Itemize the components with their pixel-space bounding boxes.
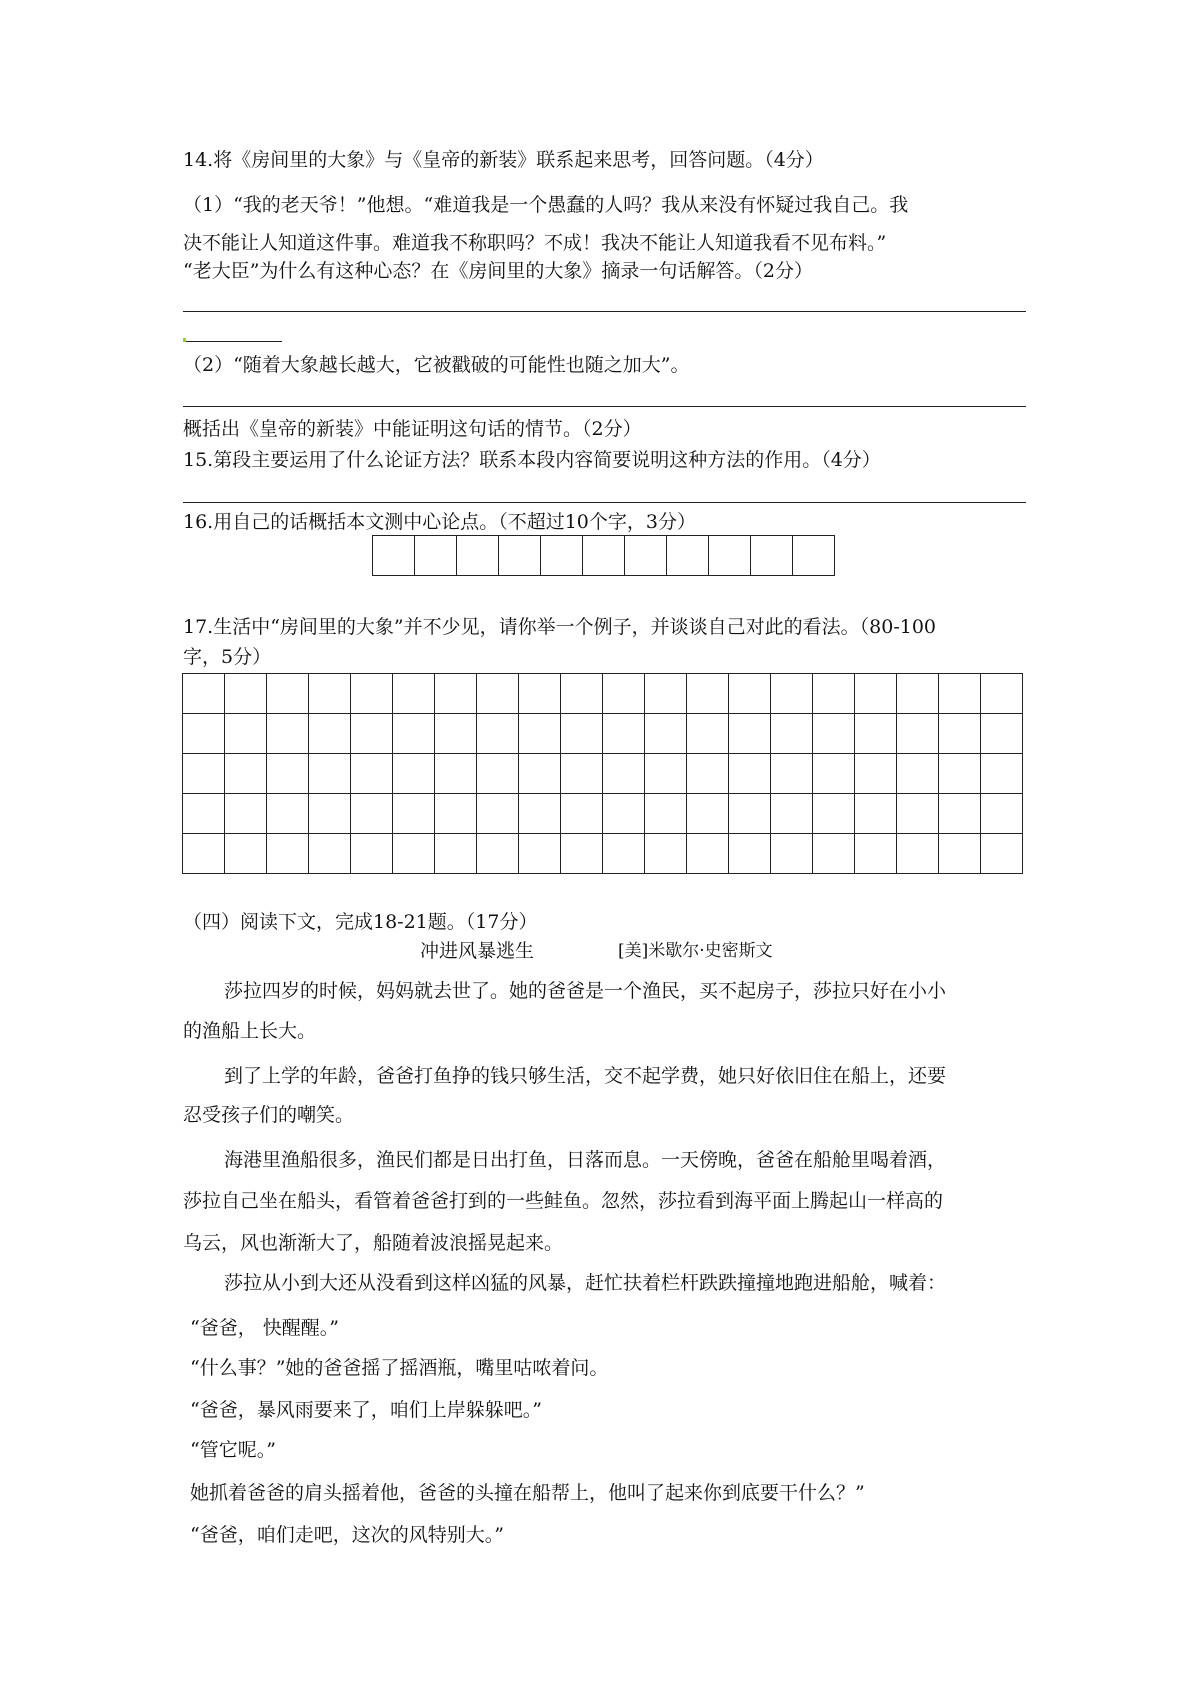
grid-cell[interactable] — [771, 754, 813, 794]
grid-cell[interactable] — [729, 674, 771, 714]
grid-cell[interactable] — [645, 754, 687, 794]
q14-title: 14.将《房间里的大象》与《皇帝的新装》联系起来思考，回答问题。（4分） — [183, 149, 824, 171]
story-line: “爸爸，暴风雨要来了，咱们上岸躲躲吧。” — [190, 1399, 542, 1421]
grid-cell[interactable] — [225, 714, 267, 754]
story-line: 莎拉四岁的时候，妈妈就去世了。她的爸爸是一个渔民，买不起房子，莎拉只好在小小 — [224, 980, 947, 1002]
grid-cell[interactable] — [667, 536, 709, 576]
answer-line-14-1-short[interactable] — [186, 341, 282, 342]
story-line: 到了上学的年龄，爸爸打鱼挣的钱只够生活，交不起学费，她只好依旧住在船上，还要 — [224, 1065, 947, 1087]
grid-cell[interactable] — [267, 674, 309, 714]
grid-cell[interactable] — [645, 674, 687, 714]
grid-cell[interactable] — [393, 674, 435, 714]
grid-cell[interactable] — [519, 714, 561, 754]
grid-cell[interactable] — [771, 674, 813, 714]
story-line: 乌云，风也渐渐大了，船随着波浪摇晃起来。 — [183, 1232, 564, 1254]
grid-cell[interactable] — [183, 714, 225, 754]
grid-cell[interactable] — [435, 794, 477, 834]
q14-part1-question: “老大臣”为什么有这种心态？在《房间里的大象》摘录一句话解答。（2分） — [183, 260, 814, 282]
grid-cell[interactable] — [225, 674, 267, 714]
grid-cell[interactable] — [351, 754, 393, 794]
grid-cell[interactable] — [603, 754, 645, 794]
grid-cell[interactable] — [751, 536, 793, 576]
grid-cell[interactable] — [457, 536, 499, 576]
grid-cell[interactable] — [625, 536, 667, 576]
grid-cell[interactable] — [771, 714, 813, 754]
grid-cell[interactable] — [603, 714, 645, 754]
grid-cell[interactable] — [541, 536, 583, 576]
answer-line-15[interactable] — [183, 502, 1026, 503]
grid-cell[interactable] — [309, 834, 351, 874]
story-line: “什么事？”她的爸爸摇了摇酒瓶，嘴里咕哝着问。 — [190, 1357, 609, 1379]
grid-cell[interactable] — [981, 674, 1023, 714]
grid-cell[interactable] — [519, 834, 561, 874]
grid-cell[interactable] — [435, 834, 477, 874]
grid-cell[interactable] — [709, 536, 751, 576]
grid-cell[interactable] — [729, 794, 771, 834]
story-line: 她抓着爸爸的肩头摇着他，爸爸的头撞在船帮上，他叫了起来你到底要干什么？” — [190, 1482, 865, 1504]
story-line: 忍受孩子们的嘲笑。 — [183, 1104, 355, 1126]
grid-cell[interactable] — [687, 794, 729, 834]
grid-cell[interactable] — [813, 834, 855, 874]
grid-cell[interactable] — [561, 834, 603, 874]
grid-cell[interactable] — [393, 754, 435, 794]
grid-cell[interactable] — [373, 536, 415, 576]
grid-cell[interactable] — [519, 794, 561, 834]
grid-cell[interactable] — [645, 834, 687, 874]
grid-cell[interactable] — [415, 536, 457, 576]
grid-cell[interactable] — [603, 674, 645, 714]
grid-cell[interactable] — [499, 536, 541, 576]
grid-cell[interactable] — [939, 714, 981, 754]
grid-cell[interactable] — [729, 834, 771, 874]
q16-title: 16.用自己的话概括本文测中心论点。（不超过10个字，3分） — [183, 511, 696, 533]
grid-cell[interactable] — [225, 834, 267, 874]
grid-cell[interactable] — [855, 794, 897, 834]
story-line: 莎拉自己坐在船头，看管着爸爸打到的一些鲑鱼。忽然，莎拉看到海平面上腾起山一样高的 — [183, 1190, 944, 1212]
grid-cell[interactable] — [477, 754, 519, 794]
grid-cell[interactable] — [771, 834, 813, 874]
answer-grid-16[interactable] — [372, 535, 835, 576]
grid-cell[interactable] — [393, 794, 435, 834]
grid-cell[interactable] — [267, 794, 309, 834]
grid-cell[interactable] — [981, 794, 1023, 834]
grid-cell[interactable] — [183, 674, 225, 714]
grid-cell[interactable] — [855, 754, 897, 794]
grid-cell[interactable] — [687, 834, 729, 874]
answer-grid-17[interactable] — [182, 673, 1023, 874]
grid-cell[interactable] — [225, 794, 267, 834]
grid-cell[interactable] — [687, 714, 729, 754]
grid-cell[interactable] — [435, 674, 477, 714]
grid-cell[interactable] — [687, 754, 729, 794]
story-line: “爸爸，咱们走吧，这次的风特别大。” — [190, 1524, 504, 1546]
q14-part1-line2: 决不能让人知道这件事。难道我不称职吗？不成！我决不能让人知道我看不见布料。” — [183, 232, 887, 254]
grid-cell[interactable] — [435, 714, 477, 754]
grid-cell[interactable] — [645, 714, 687, 754]
grid-cell[interactable] — [939, 674, 981, 714]
grid-cell[interactable] — [561, 794, 603, 834]
story-author: [美]米歇尔·史密斯文 — [618, 941, 773, 961]
answer-line-14-2[interactable] — [183, 406, 1026, 407]
grid-cell[interactable] — [813, 714, 855, 754]
q14-part2-task: 概括出《皇帝的新装》中能证明这句话的情节。（2分） — [183, 418, 642, 440]
q14-part1-line1: （1）“我的老天爷！”他想。“难道我是一个愚蠢的人吗？我从来没有怀疑过我自己。我 — [183, 194, 909, 216]
grid-cell[interactable] — [351, 714, 393, 754]
q17-title-line2: 字，5分） — [183, 646, 272, 668]
section4-heading: （四）阅读下文，完成18-21题。（17分） — [183, 911, 538, 933]
grid-cell[interactable] — [855, 674, 897, 714]
grid-cell[interactable] — [183, 754, 225, 794]
grid-cell[interactable] — [981, 714, 1023, 754]
grid-cell[interactable] — [477, 714, 519, 754]
grid-cell[interactable] — [351, 674, 393, 714]
story-line: 海港里渔船很多，渔民们都是日出打鱼，日落而息。一天傍晚，爸爸在船舱里喝着酒， — [224, 1149, 947, 1171]
grid-cell[interactable] — [687, 674, 729, 714]
grid-cell[interactable] — [813, 794, 855, 834]
grid-cell[interactable] — [519, 674, 561, 714]
grid-cell[interactable] — [855, 834, 897, 874]
grid-cell[interactable] — [393, 834, 435, 874]
grid-cell[interactable] — [561, 754, 603, 794]
grid-cell[interactable] — [939, 794, 981, 834]
grid-cell[interactable] — [561, 714, 603, 754]
grid-cell[interactable] — [477, 794, 519, 834]
grid-cell[interactable] — [939, 834, 981, 874]
grid-cell[interactable] — [309, 674, 351, 714]
grid-cell[interactable] — [351, 834, 393, 874]
grid-cell[interactable] — [351, 794, 393, 834]
q17-title-line1: 17.生活中“房间里的大象”并不少见，请你举一个例子，并谈谈自己对此的看法。（80-100 — [183, 616, 937, 638]
grid-cell[interactable] — [981, 834, 1023, 874]
story-line: 的渔船上长大。 — [183, 1020, 317, 1042]
grid-cell[interactable] — [309, 794, 351, 834]
grid-cell[interactable] — [855, 714, 897, 754]
grid-cell[interactable] — [793, 536, 835, 576]
story-title: 冲进风暴逃生 — [420, 940, 535, 962]
story-line: 莎拉从小到大还从没看到这样凶猛的风暴，赶忙扶着栏杆跌跌撞撞地跑进船舱，喊着： — [224, 1272, 947, 1294]
grid-cell[interactable] — [267, 754, 309, 794]
grid-cell[interactable] — [897, 754, 939, 794]
grid-cell[interactable] — [729, 714, 771, 754]
grid-cell[interactable] — [477, 834, 519, 874]
q15-title: 15.第段主要运用了什么论证方法？联系本段内容简要说明这种方法的作用。（4分） — [183, 449, 881, 471]
grid-cell[interactable] — [309, 754, 351, 794]
grid-cell[interactable] — [813, 674, 855, 714]
grid-cell[interactable] — [267, 834, 309, 874]
grid-cell[interactable] — [519, 754, 561, 794]
story-line: “管它呢。” — [190, 1439, 276, 1461]
grid-cell[interactable] — [309, 714, 351, 754]
q14-part2: （2）“随着大象越长越大，它被戳破的可能性也随之加大”。 — [183, 354, 690, 376]
grid-cell[interactable] — [897, 794, 939, 834]
story-line: “爸爸， 快醒醒。” — [190, 1317, 339, 1339]
grid-cell[interactable] — [561, 674, 603, 714]
grid-cell[interactable] — [771, 794, 813, 834]
grid-cell[interactable] — [981, 754, 1023, 794]
grid-cell[interactable] — [603, 834, 645, 874]
grid-cell[interactable] — [897, 834, 939, 874]
grid-cell[interactable] — [183, 834, 225, 874]
grid-cell[interactable] — [897, 674, 939, 714]
grid-cell[interactable] — [435, 754, 477, 794]
grid-cell[interactable] — [645, 794, 687, 834]
grid-cell[interactable] — [813, 754, 855, 794]
grid-cell[interactable] — [225, 754, 267, 794]
grid-cell[interactable] — [393, 714, 435, 754]
grid-cell[interactable] — [477, 674, 519, 714]
grid-cell[interactable] — [267, 714, 309, 754]
grid-cell[interactable] — [729, 754, 771, 794]
grid-cell[interactable] — [183, 794, 225, 834]
grid-cell[interactable] — [897, 714, 939, 754]
grid-cell[interactable] — [603, 794, 645, 834]
grid-cell[interactable] — [583, 536, 625, 576]
answer-line-14-1[interactable] — [183, 311, 1026, 312]
grid-cell[interactable] — [939, 754, 981, 794]
